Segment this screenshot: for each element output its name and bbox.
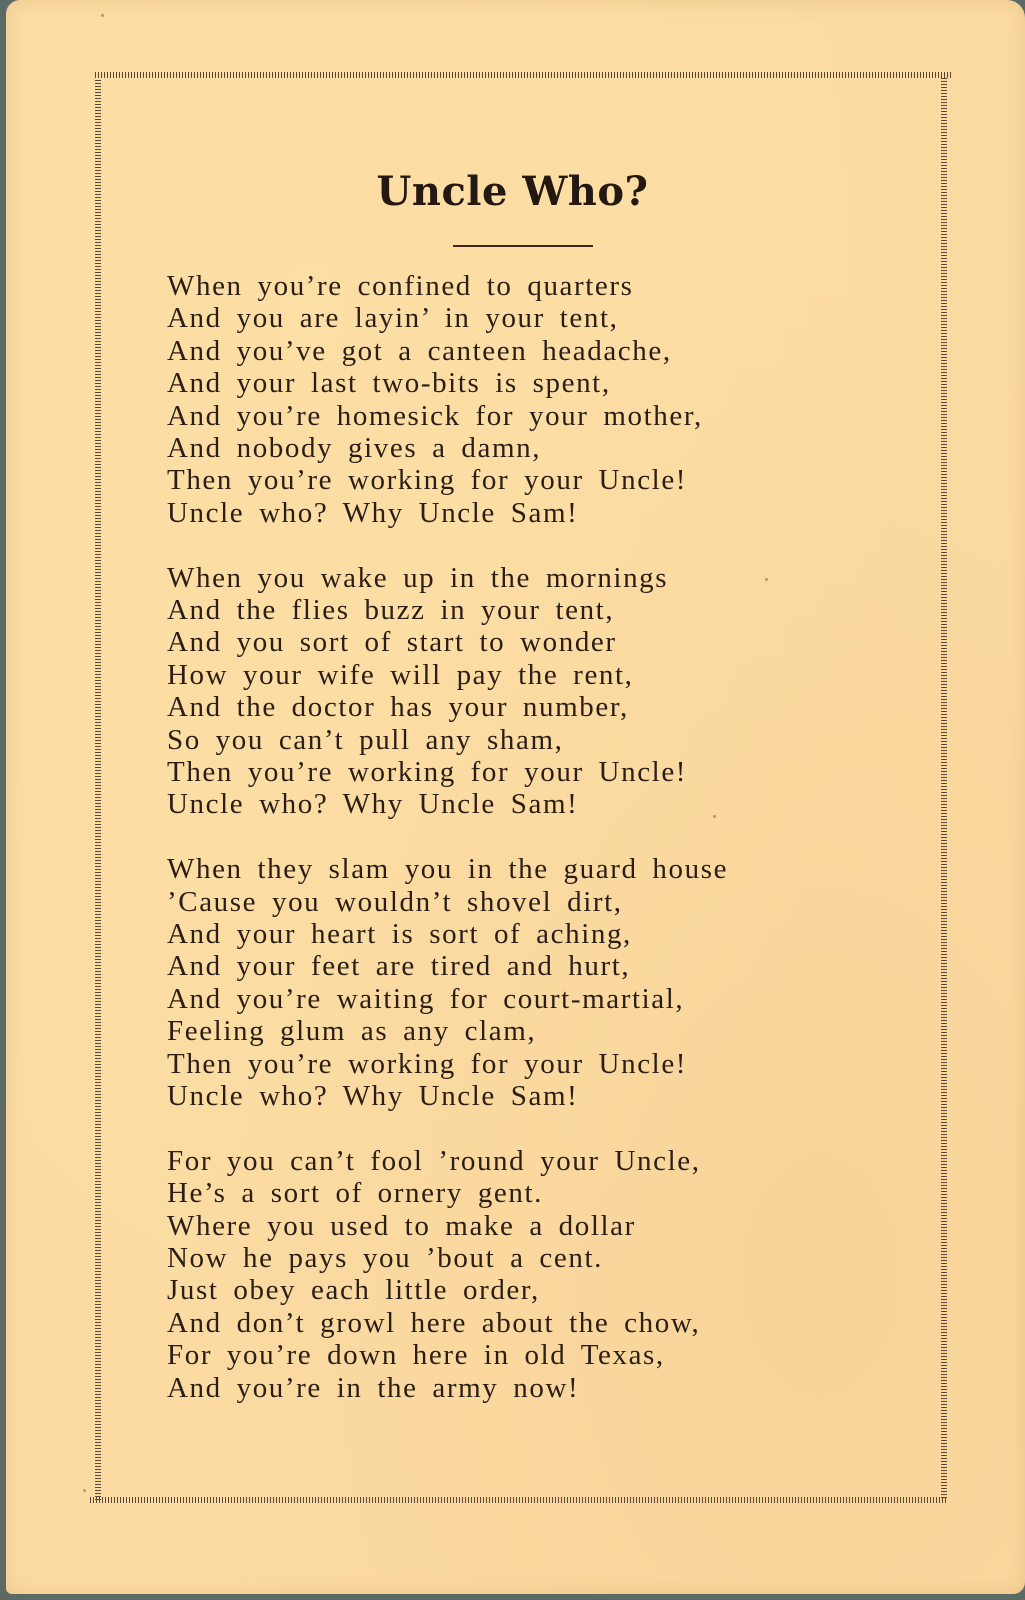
poem-line: Then you’re working for your Uncle! [167, 464, 688, 497]
stanza-1 [167, 270, 927, 529]
title-underline-divider [453, 245, 593, 247]
poem-line: And nobody gives a damn, [167, 431, 542, 464]
poem-line: When you wake up in the mornings [167, 561, 669, 594]
poem-line: Uncle who? Why Uncle Sam! [167, 788, 579, 821]
poem-line: And the flies buzz in your tent, [167, 594, 615, 627]
stanza-4 [167, 1145, 927, 1404]
decorative-border-top [95, 72, 951, 78]
poem-line: When you’re confined to quarters [167, 270, 634, 302]
poem-body [167, 270, 927, 1437]
poem-line: And don’t growl here about the chow, [167, 1306, 701, 1339]
poem-line: He’s a sort of ornery gent. [167, 1177, 544, 1210]
poem-line: Uncle who? Why Uncle Sam! [167, 1079, 579, 1112]
poem-line: Uncle who? Why Uncle Sam! [167, 496, 579, 529]
paper-speck [765, 578, 768, 581]
poem-line: And you are layin’ in your tent, [167, 302, 619, 335]
paper-speck [713, 815, 716, 818]
poem-line: And your feet are tired and hurt, [167, 950, 631, 983]
poem-line: Where you used to make a dollar [167, 1209, 636, 1242]
poem-line: And you’re waiting for court-martial, [167, 982, 685, 1015]
poem-line: And your last two-bits is spent, [167, 367, 611, 400]
paper-speck [83, 1489, 86, 1492]
poem-line: Just obey each little order, [167, 1274, 540, 1307]
poem-title: Uncle Who? [376, 168, 649, 215]
poem-line: When they slam you in the guard house [167, 853, 729, 886]
stanza-3 [167, 853, 927, 1112]
poem-line: Then you’re working for your Uncle! [167, 755, 688, 788]
decorative-border-right [941, 78, 947, 1498]
poem-line: For you’re down here in old Texas, [167, 1339, 665, 1372]
paper-speck [101, 14, 104, 17]
poem-line: For you can’t fool ’round your Uncle, [167, 1144, 701, 1177]
poem-line: And you’re homesick for your mother, [167, 399, 703, 432]
poem-line: How your wife will pay the rent, [167, 658, 634, 691]
poem-line: Feeling glum as any clam, [167, 1015, 537, 1048]
poem-line: Then you’re working for your Uncle! [167, 1047, 688, 1080]
stanza-2 [167, 562, 927, 821]
poem-line: And you’ve got a canteen headache, [167, 334, 672, 367]
poem-line: ’Cause you wouldn’t shovel dirt, [167, 885, 623, 918]
poem-line: So you can’t pull any sham, [167, 723, 564, 756]
poem-line: And you sort of start to wonder [167, 626, 617, 659]
poem-line: Now he pays you ’bout a cent. [167, 1242, 603, 1275]
decorative-border-left [95, 80, 101, 1500]
poem-line: And your heart is sort of aching, [167, 918, 632, 951]
poem-line: And the doctor has your number, [167, 691, 629, 724]
poem-line: And you’re in the army now! [167, 1371, 580, 1404]
decorative-border-bottom [90, 1497, 946, 1503]
